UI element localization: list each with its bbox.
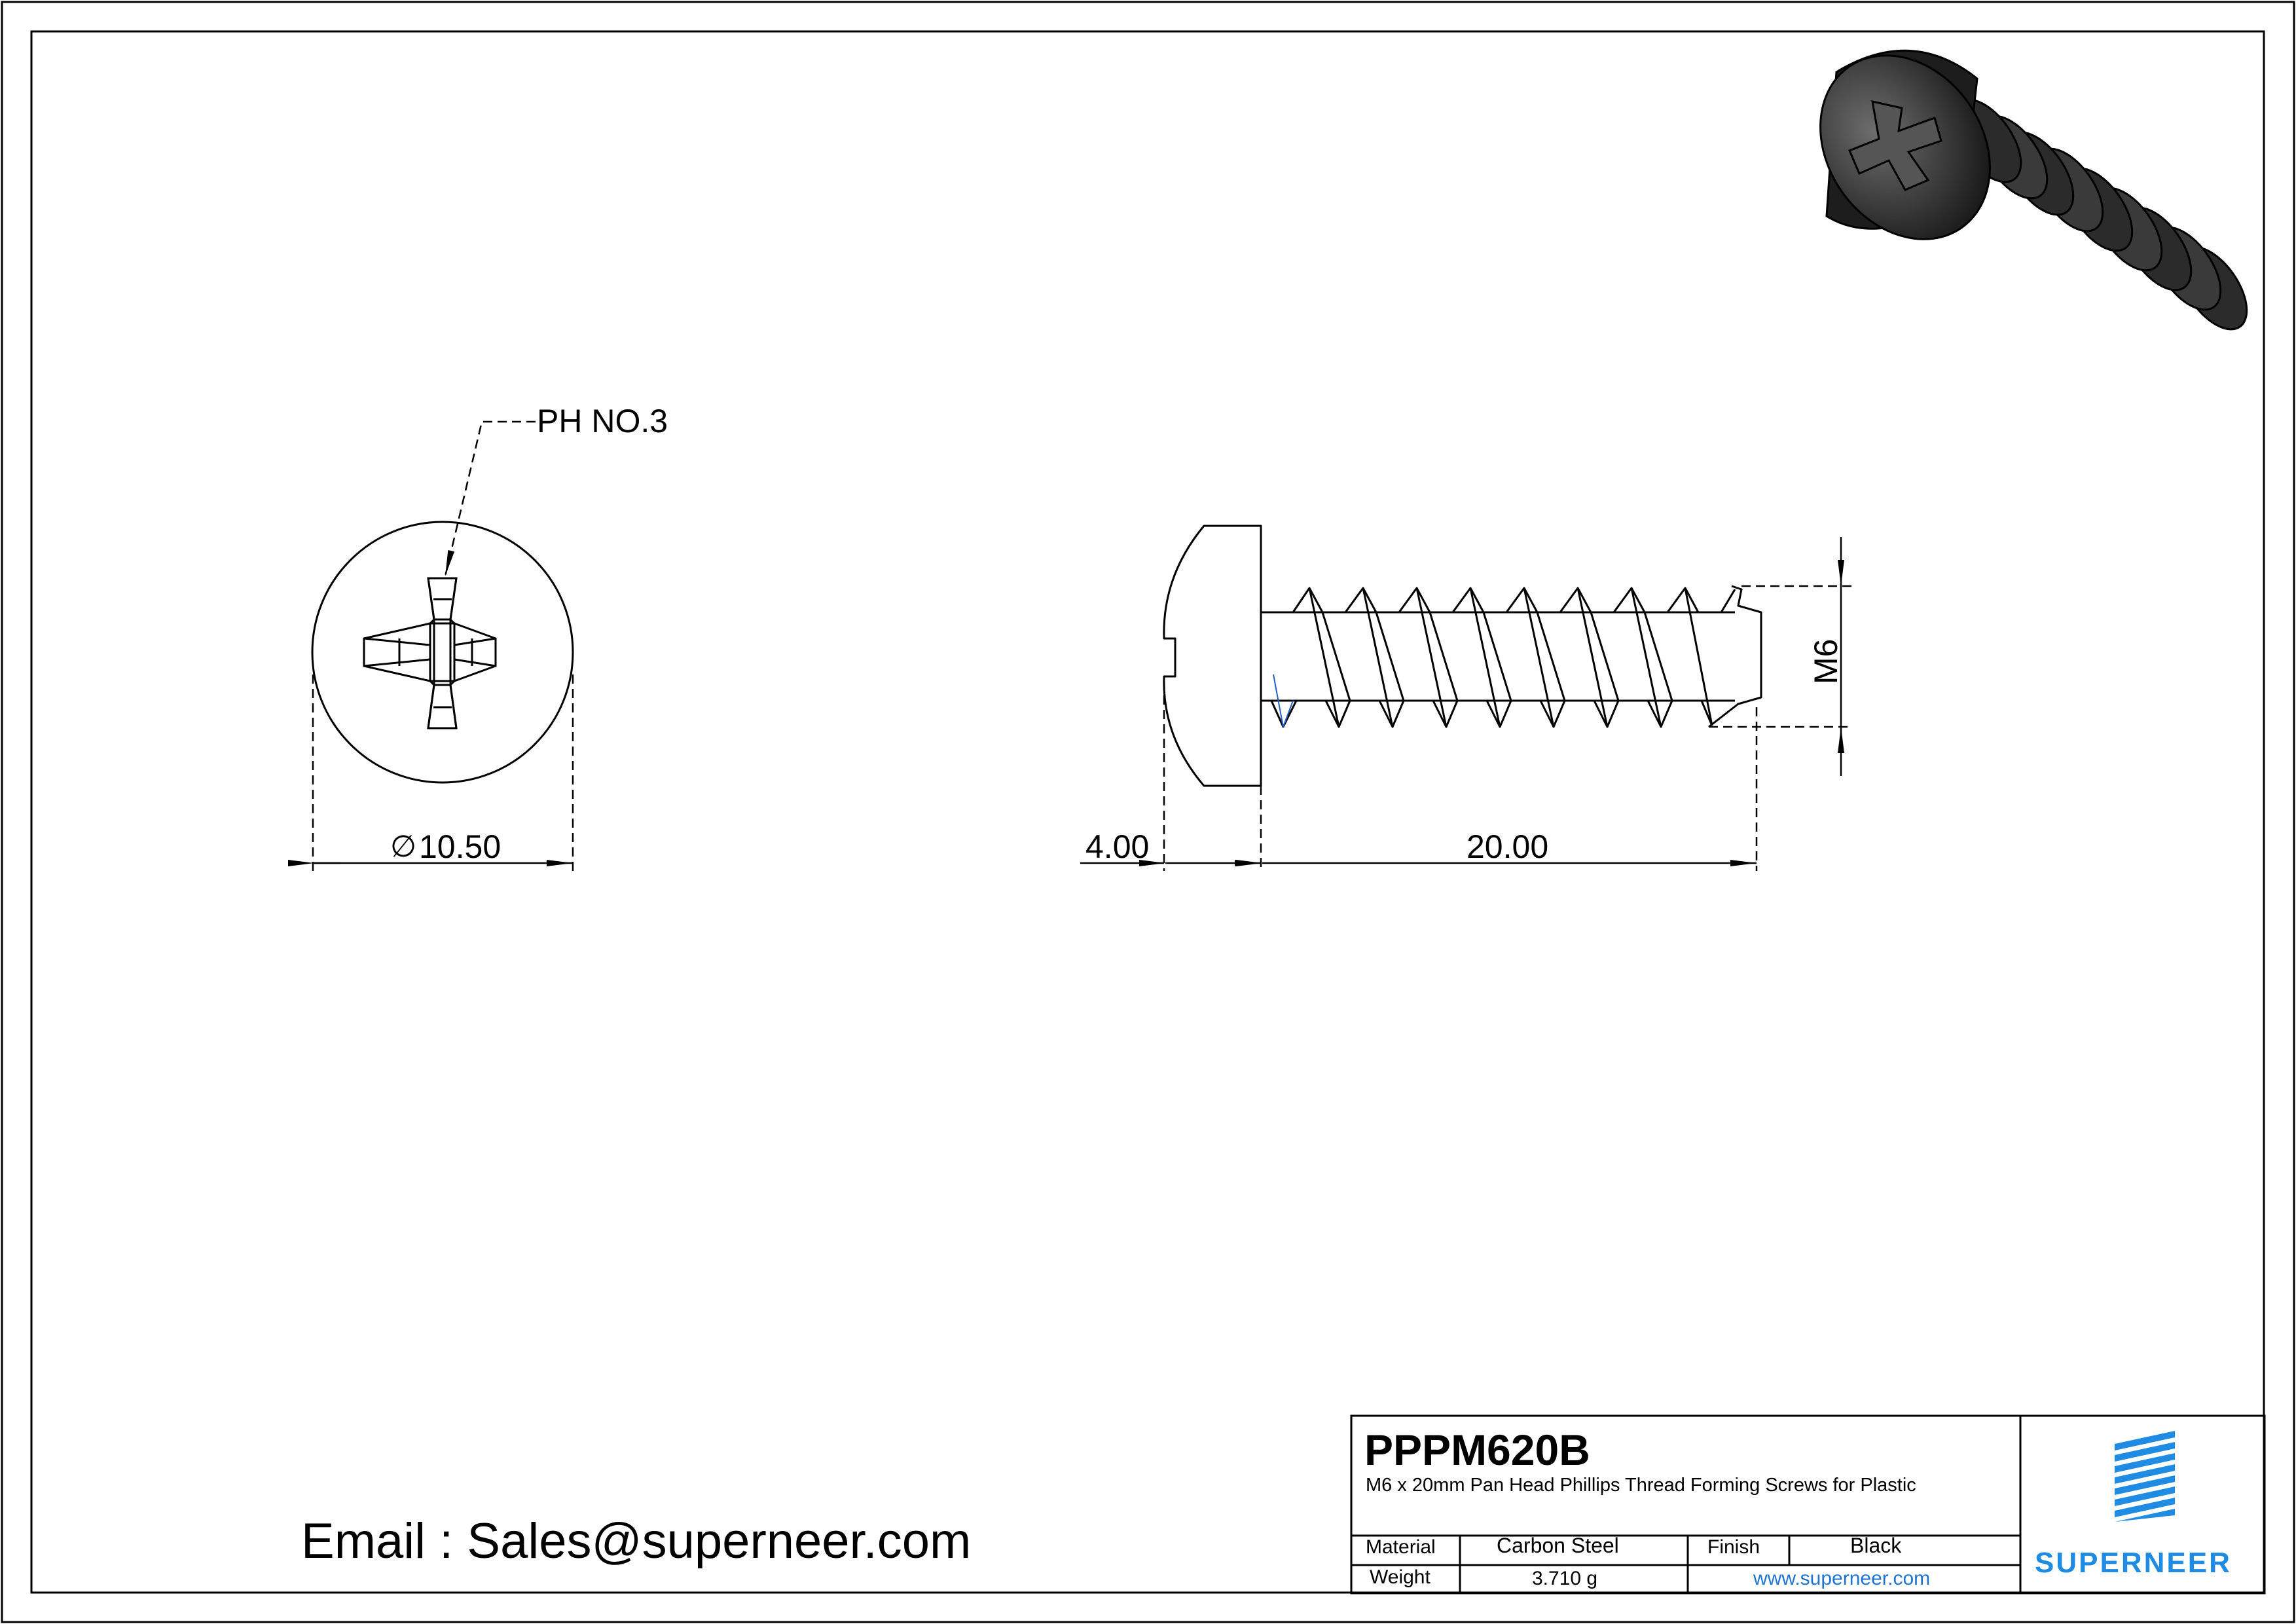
callout-label: PH NO.3	[537, 403, 668, 439]
weight-value: 3.710 g	[1532, 1568, 1598, 1589]
weight-label: Weight	[1370, 1566, 1430, 1588]
title-block	[1351, 1416, 2265, 1593]
material-label: Material	[1366, 1536, 1436, 1558]
callout-leader	[445, 422, 536, 576]
material-value: Carbon Steel	[1497, 1534, 1619, 1557]
finish-value: Black	[1850, 1534, 1902, 1557]
outer-border	[2, 2, 2294, 1622]
end-view	[312, 522, 573, 783]
pan-head	[1164, 526, 1261, 786]
brand-name: SUPERNEER	[2035, 1547, 2232, 1579]
diameter-value: 10.50	[419, 828, 501, 865]
inner-border	[31, 31, 2264, 1593]
diameter-symbol: ∅	[390, 828, 417, 864]
contact-email[interactable]: Email : Sales@superneer.com	[301, 1513, 972, 1569]
part-number: PPPM620B	[1364, 1426, 1590, 1474]
screw-3d-image	[1785, 22, 2260, 341]
part-description: M6 x 20mm Pan Head Phillips Thread Forming Screws for Plastic	[1366, 1475, 1916, 1496]
head-height-value: 4.00	[1085, 828, 1150, 865]
length-dimensions	[1080, 681, 1757, 871]
head-circle	[312, 522, 573, 783]
length-value: 20.00	[1467, 828, 1549, 865]
thread-size-value: M6	[1808, 638, 1844, 684]
website-link[interactable]: www.superneer.com	[1753, 1568, 1931, 1589]
side-view	[1164, 526, 1761, 786]
thread-top	[1293, 588, 1735, 612]
finish-label: Finish	[1707, 1536, 1760, 1558]
